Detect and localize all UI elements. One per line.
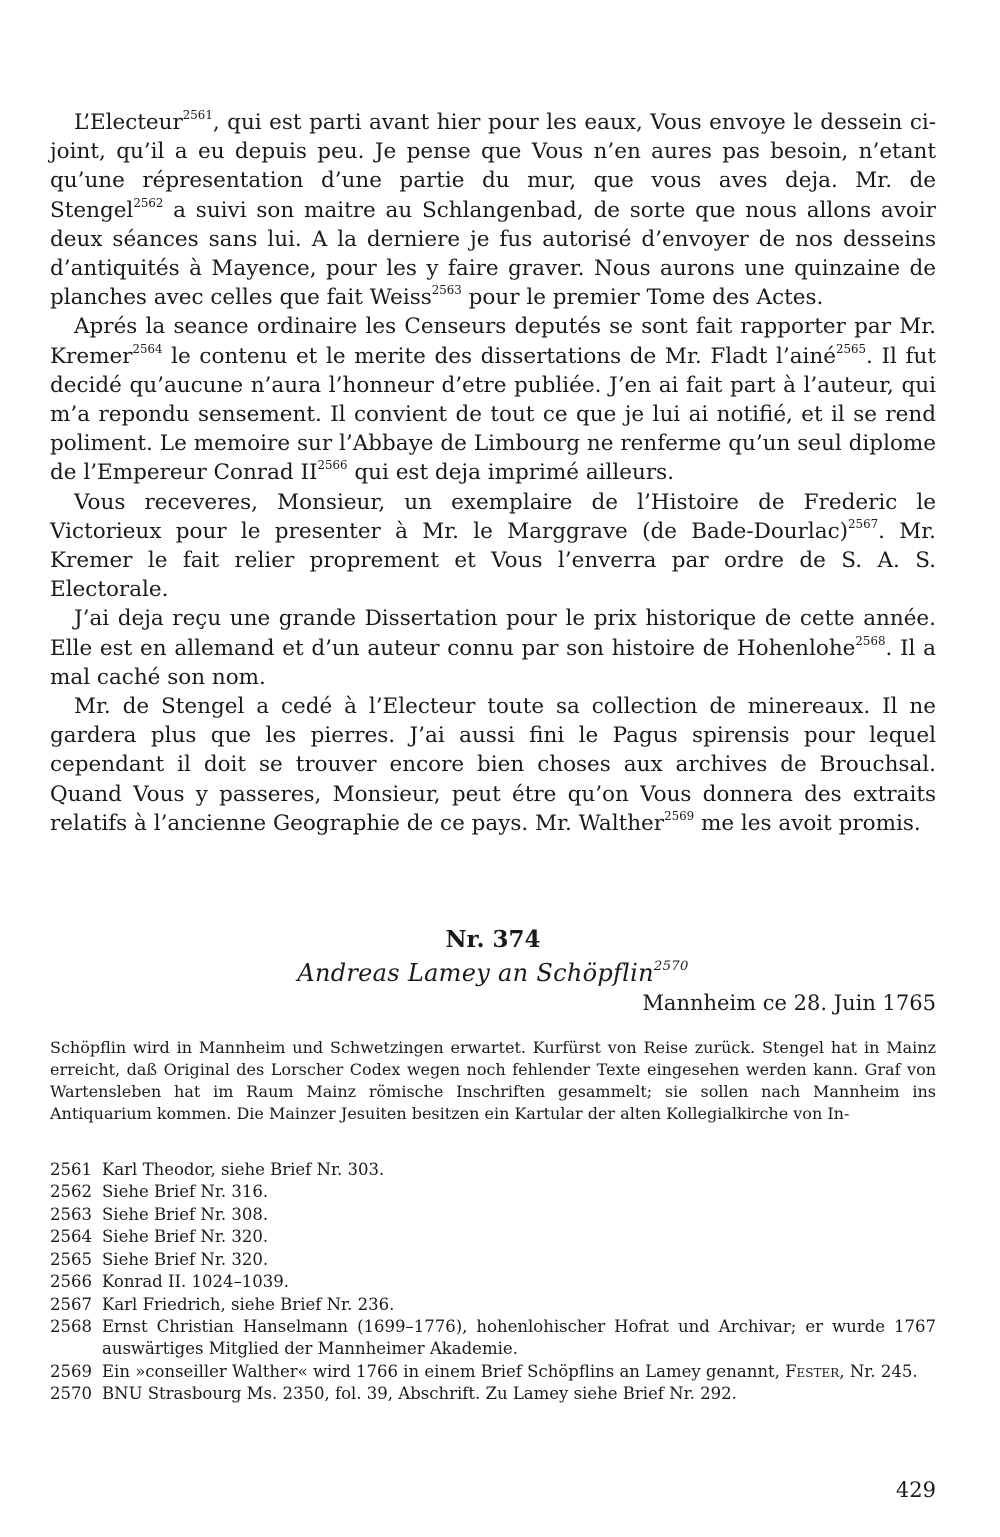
footnote-number: 2567: [50, 1294, 92, 1314]
footnote-ref: 2562: [133, 195, 164, 210]
letter-number: Nr. 374: [445, 926, 541, 954]
footnote-text: [102, 1159, 936, 1181]
footnote-author-smallcaps: Fester: [785, 1361, 840, 1381]
footnote: [50, 1249, 936, 1271]
footnote-number: 2562: [50, 1182, 92, 1202]
footnote-text: [102, 1249, 936, 1271]
footnote-number: 2563: [50, 1204, 92, 1224]
letter-place-date: Mannheim ce 28. Juin 1765: [642, 991, 936, 1016]
body-text-run: a suivi son maitre au Schlangenbad, de sorte que nous allons avoir deux séances sans lui. A la derniere je fus autorisé d’envoyer de nos desseins d’antiquités à Mayence, pour les y faire graver. Nous aurons une quinzaine de planches avec celles que fait Weiss: [50, 197, 936, 311]
body-text-run: Aprés la seance ordinaire les Censeurs deputés se sont fait rapporter par Mr. Kremer: [50, 314, 936, 369]
body-paragraph: [50, 604, 936, 692]
footnote: [50, 1361, 936, 1383]
footnote-text: [102, 1383, 936, 1405]
footnote-text: [102, 1316, 936, 1361]
footnote-text-run: BNU Strasbourg Ms. 2350, fol. 39, Abschrift. Zu Lamey siehe Brief Nr. 292.: [102, 1384, 737, 1404]
footnotes: [50, 1159, 936, 1405]
footnote: [50, 1181, 936, 1203]
footnote-ref: 2563: [431, 283, 462, 298]
footnote: [50, 1159, 936, 1181]
footnote-text: [102, 1204, 936, 1226]
body-paragraph: [50, 312, 936, 487]
footnote-text-run: Ernst Christian Hanselmann (1699–1776), hohenlohischer Hofrat und Archivar; er wurde 1767 auswärtiges Mitglied der Mannheimer Akademie.: [102, 1316, 936, 1359]
footnote-text-run: Siehe Brief Nr. 320.: [102, 1249, 269, 1269]
footnote-number: 2568: [50, 1316, 92, 1336]
footnote: [50, 1271, 936, 1293]
body-text-run: Vous receveres, Monsieur, un exemplaire de l’Histoire de Frederic le Victorieux pour le presenter à Mr. le Marggrave (de Bade-Dourlac): [50, 489, 936, 544]
body-text-run: le contenu et le merite des dissertations de Mr. Fladt l’ainé: [162, 343, 836, 369]
footnote: [50, 1316, 936, 1361]
body-paragraph: [50, 488, 936, 605]
page-number: 429: [895, 1478, 936, 1502]
footnote-text-run: Ein »conseiller Walther« wird 1766 in einem Brief Schöpflins an Lamey genannt,: [102, 1361, 786, 1381]
footnote-ref: 2561: [182, 107, 213, 122]
footnote-text-run: Siehe Brief Nr. 320.: [102, 1227, 269, 1247]
footnote-ref: 2568: [855, 633, 886, 648]
letter-title-text: Andreas Lamey an Schöpflin: [297, 959, 654, 988]
footnote-number: 2566: [50, 1272, 92, 1292]
footnote-ref: 2565: [835, 341, 867, 356]
body-text-run: . Il a mal caché son nom.: [50, 635, 936, 690]
footnote-number: 2565: [50, 1249, 92, 1269]
body-text-run: me les avoit promis.: [694, 810, 921, 836]
footnote-number: 2564: [50, 1227, 92, 1247]
footnote-text-run: Siehe Brief Nr. 316.: [102, 1182, 269, 1202]
footnote: [50, 1383, 936, 1405]
body-paragraph: [50, 692, 936, 838]
footnote: [50, 1204, 936, 1226]
footnote: [50, 1294, 936, 1316]
body-text-run: Mr. de Stengel a cedé à l’Electeur toute sa collection de minereaux. Il ne gardera plus que les pierres. J’ai aussi fini le Pagus spirensis pour lequel cependant il doit se trouver encore bien choses aux archives de Brouchsal. Quand Vous y passeres, Monsieur, peut étre qu’on Vous donnera des extraits relatifs à l’ancienne Geographie de ce pays. Mr. Walther: [50, 694, 936, 836]
footnote-ref: 2564: [132, 341, 163, 356]
footnote-text-run: Konrad II. 1024–1039.: [102, 1272, 289, 1292]
footnote-text: [102, 1361, 936, 1383]
letter-title-footnote-ref: 2570: [653, 958, 689, 974]
letter-heading: [50, 926, 936, 1015]
footnote-text: [102, 1181, 936, 1203]
footnote-number: 2570: [50, 1384, 92, 1404]
body-text-run: pour le premier Tome des Actes.: [461, 285, 824, 311]
body-text-run: J’ai deja reçu une grande Dissertation pour le prix historique de cette année. Elle est en allemand et d’un auteur connu par son histoire de Hohenlohe: [50, 606, 936, 661]
body-text-run: qui est deja imprimé ailleurs.: [347, 460, 675, 486]
footnote-text: [102, 1294, 936, 1316]
footnote-text-run: Karl Theodor, siehe Brief Nr. 303.: [102, 1160, 385, 1180]
letter-title: [50, 959, 936, 987]
body-text-run: L’Electeur: [74, 110, 183, 135]
body-paragraph: [50, 108, 936, 312]
footnote: [50, 1226, 936, 1248]
footnote-text: [102, 1271, 936, 1293]
footnote-text-run: Siehe Brief Nr. 308.: [102, 1204, 269, 1224]
body-text-run: . Il fut decidé qu’aucune n’aura l’honneur d’etre publiée. J’en ai fait part à l’auteur, qui m’a repondu sensement. Il convient de tout ce que je lui ai notifié, et il se rend poliment. Le memoire sur l’Abbaye de Limbourg ne renferme qu’un seul diplome de l’Empereur Conrad II: [50, 343, 936, 486]
footnote-ref: 2569: [664, 808, 695, 823]
body-text-run: , qui est parti avant hier pour les eaux, Vous envoye le dessein ci-joint, qu’il a eu depuis peu. Je pense que Vous n’en aures pas besoin, n’etant qu’une répresentation d’une partie du mur, que vous aves deja. Mr. de Stengel: [50, 110, 936, 223]
page-content: [50, 108, 936, 1406]
footnote-number: 2561: [50, 1160, 92, 1180]
footnote-text-run: Karl Friedrich, siehe Brief Nr. 236.: [102, 1294, 395, 1314]
footnote-ref: 2566: [317, 458, 348, 473]
footnote-number: 2569: [50, 1361, 92, 1381]
body-text-run: . Mr. Kremer le fait relier proprement et Vous l’enverra par ordre de S. A. S. Electorale.: [50, 518, 937, 603]
footnote-text-run: , Nr. 245.: [839, 1361, 918, 1381]
letter-summary: Schöpflin wird in Mannheim und Schwetzingen erwartet. Kurfürst von Reise zurück. Stengel hat in Mainz erreicht, daß Original des Lorscher Codex wegen noch fehlender Texte eingesehen werden kann. Graf von Wartensleben hat im Raum Mainz römische Inschriften gesammelt; sie sollen nach Mannheim ins Antiquarium kommen. Die Mainzer Jesuiten besitzen ein Kartular der alten Kollegialkirche von In-: [50, 1038, 936, 1124]
footnote-ref: 2567: [848, 516, 879, 531]
footnote-text: [102, 1226, 936, 1248]
letter-body: [50, 108, 936, 838]
